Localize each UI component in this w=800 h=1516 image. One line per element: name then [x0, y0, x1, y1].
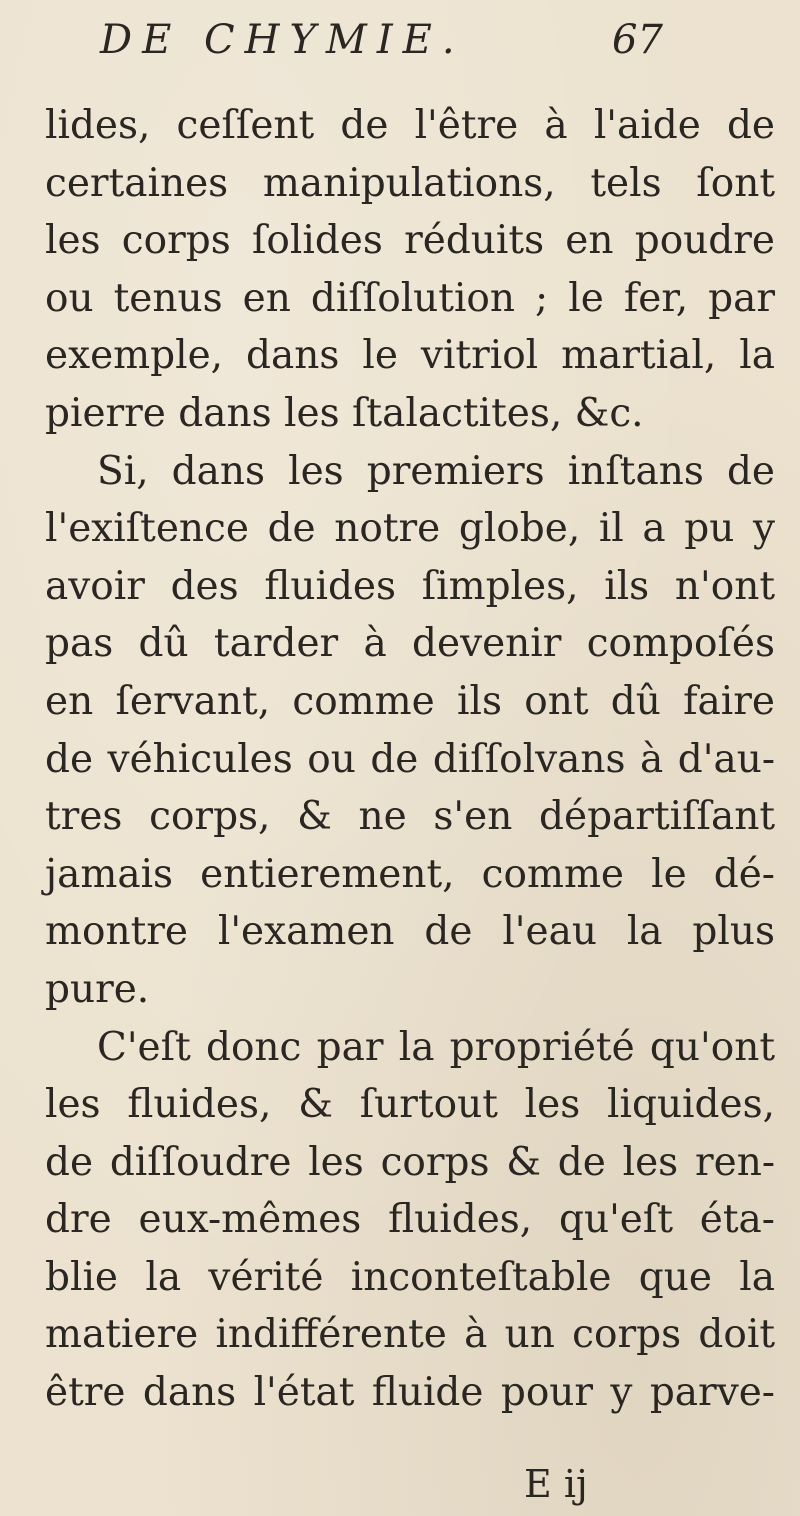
text-line: certaines manipulations, tels ſont — [45, 160, 775, 206]
text-line: dre eux-mêmes fluides, qu'eſt éta- — [45, 1197, 775, 1243]
signature-mark: E ij — [524, 1462, 588, 1506]
text-line: jamais entierement, comme le dé- — [45, 851, 775, 897]
body-text — [45, 97, 775, 1422]
text-line: en ſervant, comme ils ont dû faire — [45, 678, 775, 724]
text-line: être dans l'état fluide pour y parve- — [45, 1370, 775, 1416]
paragraph-start-line: C'eſt donc par la propriété qu'ont — [97, 1024, 775, 1070]
text-line: avoir des fluides ſimples, ils n'ont — [45, 563, 775, 609]
text-line: ou tenus en diſſolution ; le fer, par — [45, 275, 775, 321]
paragraph-start-line: Si, dans les premiers inſtans de — [97, 448, 775, 494]
text-line: montre l'examen de l'eau la plus — [45, 909, 775, 955]
text-line: tres corps, & ne s'en départiſſant — [45, 794, 775, 840]
text-line: les fluides, & ſurtout les liquides, — [45, 1082, 775, 1128]
text-line: lides, ceſſent de l'être à l'aide de — [45, 103, 775, 148]
text-line: exemple, dans le vitriol martial, la — [45, 333, 775, 379]
text-line: de diſſoudre les corps & de les ren- — [45, 1139, 775, 1185]
running-title: DE CHYMIE. — [100, 17, 465, 63]
text-line: les corps ſolides réduits en poudre — [45, 218, 775, 264]
text-line: pas dû tarder à devenir compoſés — [45, 621, 775, 667]
paragraph-end-line: pierre dans les ſtalactites, &c. — [45, 390, 644, 436]
page-header — [0, 10, 800, 70]
text-line: matiere indifférente à un corps doit — [45, 1312, 775, 1358]
paragraph-end-line: pure. — [45, 966, 150, 1012]
page-number: 67 — [612, 17, 663, 63]
text-line: de véhicules ou de diſſolvans à d'au- — [45, 736, 775, 782]
text-line: blie la vérité inconteſtable que la — [45, 1254, 775, 1300]
text-line: l'exiſtence de notre globe, il a pu y — [45, 506, 775, 552]
